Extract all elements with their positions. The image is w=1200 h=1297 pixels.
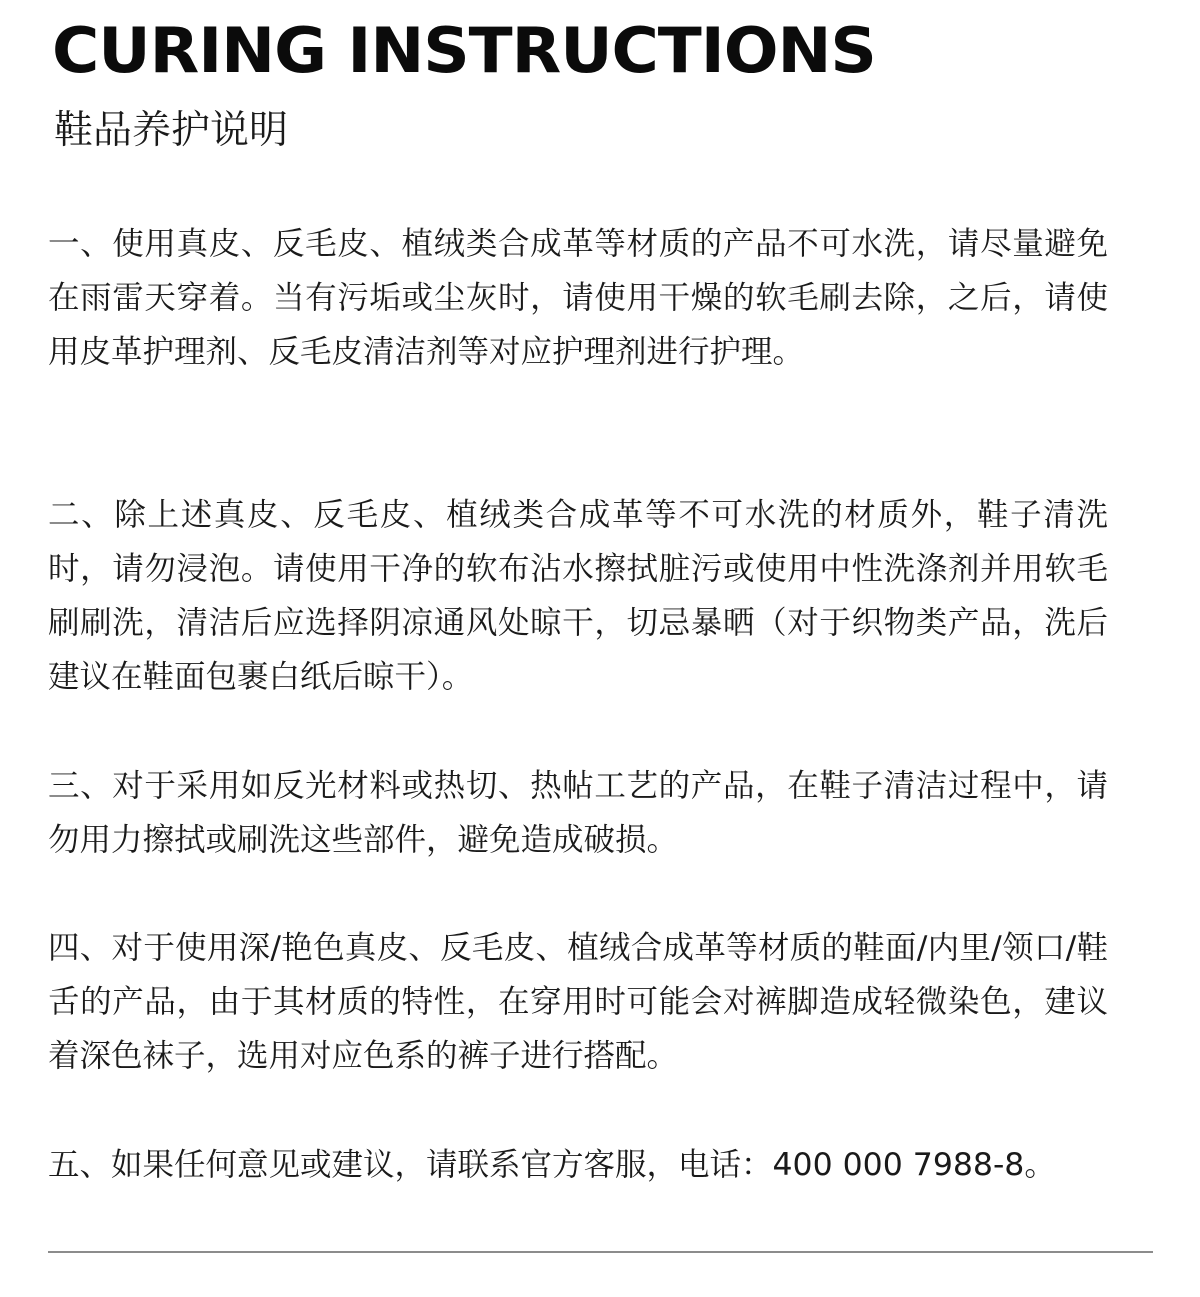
bottom-divider <box>48 1251 1153 1253</box>
instruction-paragraph-1: 一、使用真皮、反毛皮、植绒类合成革等材质的产品不可水洗，请尽量避免在雨雷天穿着。当有污垢或尘灰时，请使用干燥的软毛刷去除，之后，请使用皮革护理剂、反毛皮清洁剂等对应护理剂进行护理。 <box>48 226 1108 370</box>
instruction-paragraph-3: 三、对于采用如反光材料或热切、热帖工艺的产品，在鞋子清洁过程中，请勿用力擦拭或刷洗这些部件，避免造成破损。 <box>48 768 1108 858</box>
page-subtitle: 鞋品养护说明 <box>54 108 289 153</box>
instruction-paragraph-5-contact: 五、如果任何意见或建议，请联系官方客服，电话：400 000 7988-8。 <box>48 1147 1056 1183</box>
instruction-paragraph-2: 二、除上述真皮、反毛皮、植绒类合成革等不可水洗的材质外，鞋子清洗时，请勿浸泡。请使用干净的软布沾水擦拭脏污或使用中性洗涤剂并用软毛刷刷洗，清洁后应选择阴凉通风处晾干，切忌暴晒（对于织物类产品，洗后建议在鞋面包裹白纸后晾干）。 <box>48 497 1108 695</box>
page-title: CURING INSTRUCTIONS <box>52 14 876 87</box>
instruction-paragraph-4: 四、对于使用深/艳色真皮、反毛皮、植绒合成革等材质的鞋面/内里/领口/鞋舌的产品，由于其材质的特性，在穿用时可能会对裤脚造成轻微染色，建议着深色袜子，选用对应色系的裤子进行搭配。 <box>48 930 1108 1074</box>
